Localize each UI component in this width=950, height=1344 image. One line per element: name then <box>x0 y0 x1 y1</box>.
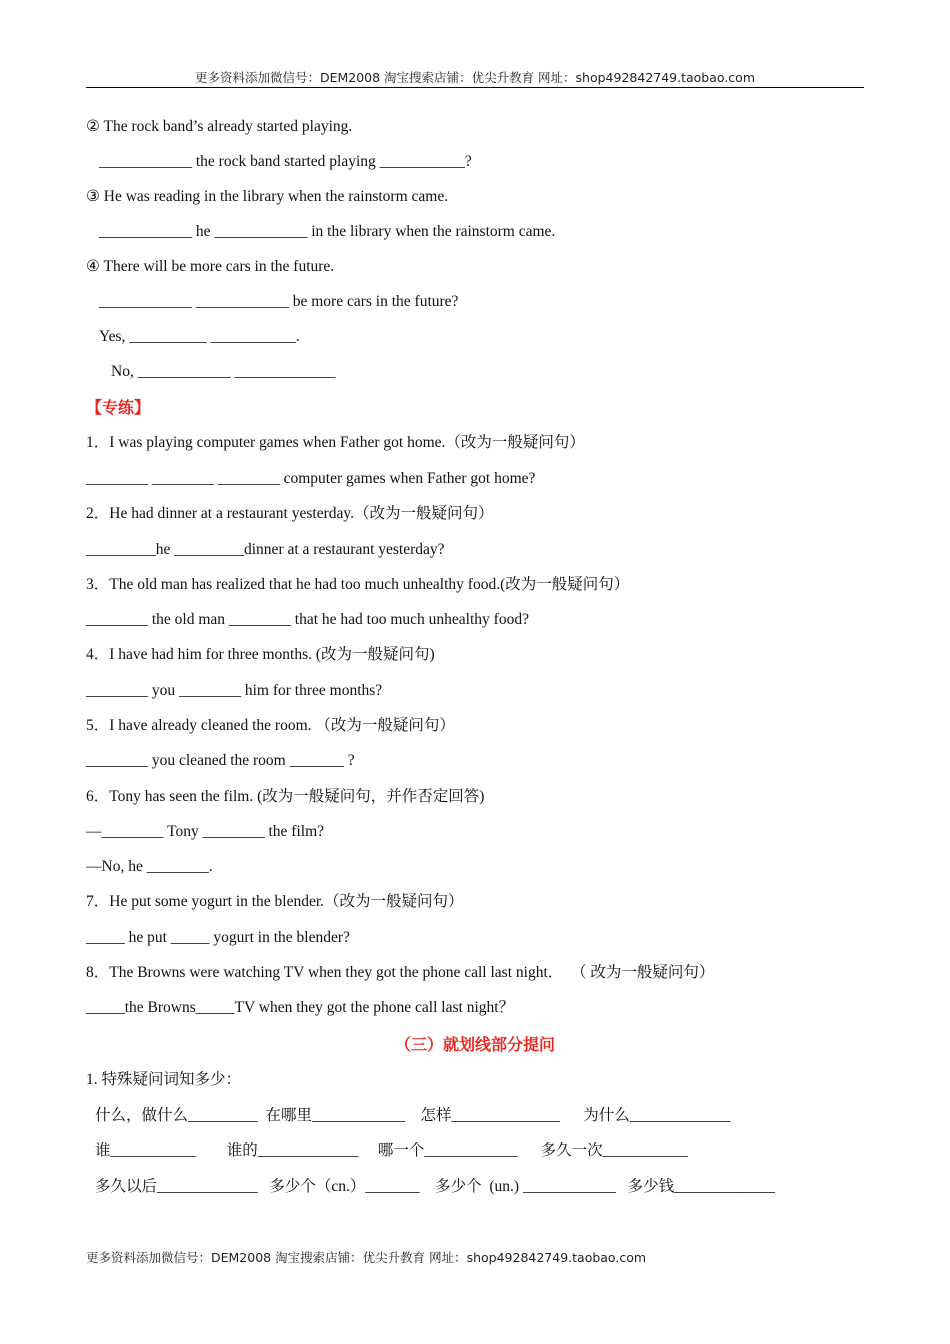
item-3-sentence: ③ He was reading in the library when the rainstorm came. <box>86 188 449 205</box>
item-4-blank: ____________ ____________ be more cars in the future? <box>99 293 459 310</box>
item-2-sentence: ② The rock band’s already started playing. <box>86 118 353 135</box>
practice-4-blank: ________ you ________ him for three months? <box>86 682 383 699</box>
question-words-row-3: 多久以后_____________ 多少个（cn.）_______ 多少个 (un.) ____________ 多少钱_____________ <box>95 1178 775 1195</box>
practice-5-blank: ________ you cleaned the room _______ ? <box>86 752 355 769</box>
practice-6-question: 6．Tony has seen the film. (改为一般疑问句，并作否定回答) <box>86 788 485 805</box>
item-4-sentence: ④ There will be more cars in the future. <box>86 258 335 275</box>
question-words-title: 1. 特殊疑问词知多少： <box>86 1071 242 1088</box>
practice-8-question: 8．The Browns were watching TV when they got the phone call last night． （ 改为一般疑问句） <box>86 964 715 981</box>
practice-4-question: 4．I have had him for three months. (改为一般疑问句) <box>86 646 435 663</box>
practice-7-question: 7．He put some yogurt in the blender.（改为一般疑问句） <box>86 893 464 910</box>
section-three-title: （三）就划线部分提问 <box>394 1035 555 1054</box>
item-4-no-answer: No, ____________ _____________ <box>111 363 336 380</box>
header-divider <box>86 87 864 88</box>
practice-6-answer: —No, he ________. <box>86 858 213 875</box>
practice-8-blank: _____the Browns_____TV when they got the phone call last night？ <box>86 999 515 1016</box>
practice-6-blank: —________ Tony ________ the film? <box>86 823 325 840</box>
page-footer: 更多资料添加微信号：DEM2008 淘宝搜索店铺：优尖升教育 网址：shop492842749.taobao.com <box>86 1250 647 1265</box>
practice-3-question: 3．The old man has realized that he had too much unhealthy food.(改为一般疑问句） <box>86 576 630 593</box>
practice-1-blank: ________ ________ ________ computer games when Father got home? <box>86 470 536 487</box>
practice-1-question: 1．I was playing computer games when Father got home.（改为一般疑问句） <box>86 434 585 451</box>
practice-5-question: 5．I have already cleaned the room. （改为一般疑问句） <box>86 717 455 734</box>
item-2-blank: ____________ the rock band started playing ___________? <box>99 153 472 170</box>
practice-2-blank: _________he _________dinner at a restaurant yesterday? <box>86 541 445 558</box>
practice-2-question: 2．He had dinner at a restaurant yesterday.（改为一般疑问句） <box>86 505 494 522</box>
item-3-blank: ____________ he ____________ in the library when the rainstorm came. <box>99 223 556 240</box>
question-words-row-2: 谁___________ 谁的_____________ 哪一个____________ 多久一次___________ <box>95 1142 688 1159</box>
practice-title: 【专练】 <box>86 398 151 417</box>
item-4-yes-answer: Yes, __________ ___________. <box>99 328 300 345</box>
page-header: 更多资料添加微信号：DEM2008 淘宝搜索店铺：优尖升教育 网址：shop492842749.taobao.com <box>194 70 756 85</box>
practice-7-blank: _____ he put _____ yogurt in the blender? <box>86 929 350 946</box>
question-words-row-1: 什么，做什么_________ 在哪里____________ 怎样______________ 为什么_____________ <box>95 1107 731 1124</box>
practice-3-blank: ________ the old man ________ that he had too much unhealthy food? <box>86 611 529 628</box>
